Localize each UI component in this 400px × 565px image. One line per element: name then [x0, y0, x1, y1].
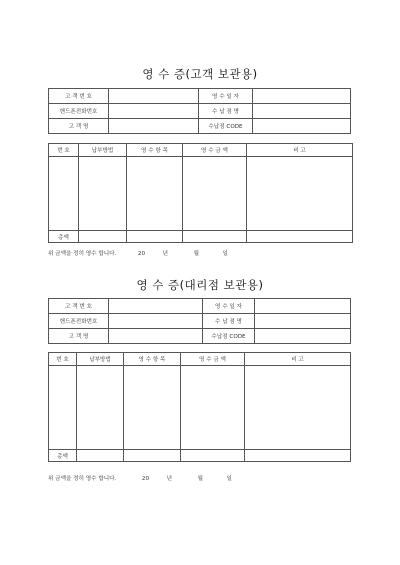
total-cell[interactable] [245, 450, 351, 462]
customer-no-field[interactable] [109, 89, 199, 104]
receipt-title: 영 수 증(대리점 보관용) [136, 278, 264, 292]
column-header-note: 비 고 [245, 353, 351, 366]
receipt-date-field[interactable] [253, 89, 351, 104]
footer-month-label: 월 [193, 251, 199, 257]
total-cell[interactable] [124, 450, 181, 462]
column-header-amount: 영 수 금 액 [183, 144, 247, 157]
receipt-info-table [48, 298, 351, 344]
footer-year-label: 년 [166, 476, 172, 482]
receiver-field[interactable] [253, 104, 351, 119]
customer-no-field[interactable] [109, 299, 203, 314]
item-cell-no[interactable] [49, 366, 77, 450]
customer-name-label: 고 객 명 [49, 329, 109, 344]
column-header-item: 영 수 항 목 [124, 353, 181, 366]
mobile-label: 핸드폰전화번호 [49, 104, 109, 119]
column-header-note: 비 고 [247, 144, 353, 157]
item-cell-item[interactable] [127, 157, 183, 231]
item-cell-amount[interactable] [181, 366, 245, 450]
total-cell[interactable] [77, 450, 124, 462]
item-cell-amount[interactable] [183, 157, 247, 231]
item-cell-payment-method[interactable] [79, 157, 127, 231]
footer-month-label: 월 [197, 476, 203, 482]
item-cell-note[interactable] [245, 366, 351, 450]
customer-no-label: 고 객 번 호 [49, 89, 109, 104]
column-header-no: 번 호 [49, 144, 79, 157]
receipt-info-table [48, 88, 351, 134]
receipt-footer [48, 249, 228, 257]
receipt-items-table [48, 143, 353, 243]
receipt-footer [48, 474, 232, 482]
total-cell[interactable] [247, 231, 353, 243]
receipt-date-label: 영 수 일 자 [203, 299, 255, 314]
branch-code-field[interactable] [253, 119, 351, 134]
receiver-field[interactable] [255, 314, 351, 329]
branch-code-label: 수납점 CODE [203, 329, 255, 344]
footer-day-label: 일 [222, 251, 228, 257]
mobile-label: 핸드폰전화번호 [49, 314, 109, 329]
column-header-amount: 영 수 금 액 [181, 353, 245, 366]
item-cell-note[interactable] [247, 157, 353, 231]
receipt-items-table [48, 352, 351, 462]
footer-year-label: 년 [162, 251, 168, 257]
footer-year-prefix: 20 [137, 251, 146, 257]
receipt-title: 영 수 증(고객 보관용) [142, 67, 258, 81]
customer-name-field[interactable] [109, 329, 203, 344]
branch-code-label: 수납점 CODE [199, 119, 253, 134]
total-cell[interactable] [79, 231, 127, 243]
total-cell[interactable] [127, 231, 183, 243]
customer-name-field[interactable] [109, 119, 199, 134]
receiver-label: 수 납 점 명 [203, 314, 255, 329]
item-cell-no[interactable] [49, 157, 79, 231]
total-label: 총액 [49, 231, 79, 243]
footer-year-prefix: 20 [141, 476, 150, 482]
mobile-field[interactable] [109, 314, 203, 329]
item-cell-item[interactable] [124, 366, 181, 450]
customer-name-label: 고 객 명 [49, 119, 109, 134]
receipt-date-field[interactable] [255, 299, 351, 314]
total-cell[interactable] [181, 450, 245, 462]
branch-code-field[interactable] [255, 329, 351, 344]
column-header-payment-method: 납부방법 [77, 353, 124, 366]
column-header-payment-method: 납부방법 [79, 144, 127, 157]
item-cell-payment-method[interactable] [77, 366, 124, 450]
column-header-no: 번 호 [49, 353, 77, 366]
total-label: 총액 [49, 450, 77, 462]
column-header-item: 영 수 항 목 [127, 144, 183, 157]
footer-statement: 위 금액을 정히 영수 합니다. [48, 251, 117, 257]
total-cell[interactable] [183, 231, 247, 243]
customer-no-label: 고 객 번 호 [49, 299, 109, 314]
receiver-label: 수 납 점 명 [199, 104, 253, 119]
footer-day-label: 일 [226, 476, 232, 482]
receipt-date-label: 영 수 일 자 [199, 89, 253, 104]
footer-statement: 위 금액을 정히 영수 합니다. [48, 476, 117, 482]
mobile-field[interactable] [109, 104, 199, 119]
